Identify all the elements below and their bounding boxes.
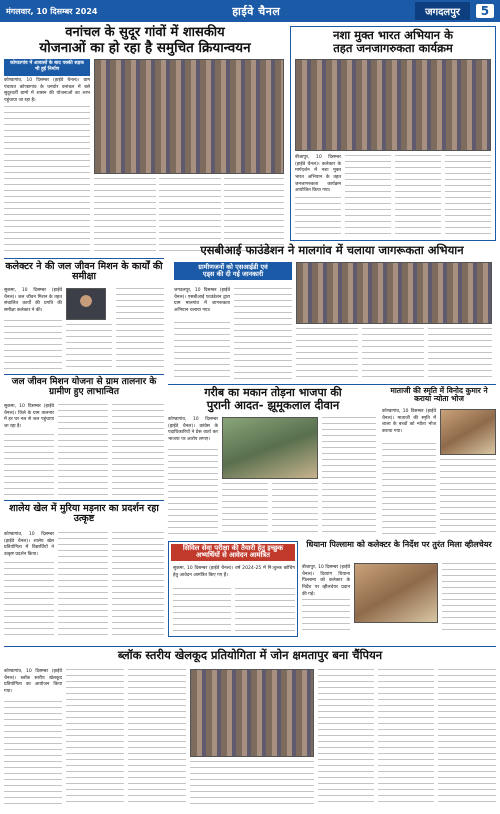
photo-collector: [66, 288, 106, 320]
text-block: [190, 761, 314, 807]
story-text: कोण्डागांव, 10 दिसम्बर (हाईवे चैनल)। शालेय खेल प्रतियोगिता में विद्यार्थियों ने उत्कृष्ट प्रदर्शन किया।: [4, 532, 54, 557]
story-text: बीजापुर, 10 दिसम्बर (हाईवे चैनल)। दिव्यांग धियाना पिल्लामा को कलेक्टर के निर्देश पर व्हीलचेयर प्रदान की गई।: [302, 565, 350, 597]
text-block: [234, 288, 292, 380]
story-civil-services: [168, 541, 298, 637]
story-nasha-mukt: [290, 26, 496, 241]
city-block: [415, 2, 494, 20]
text-block: [4, 106, 90, 256]
text-block: [428, 328, 492, 380]
headline-line1: गरीब का मकान तोड़ना भाजपा की: [204, 386, 342, 399]
text-block: [382, 443, 436, 537]
text-block: [174, 322, 230, 380]
photo-rally: [295, 59, 491, 151]
story-block-sports: [4, 649, 496, 811]
text-block: [296, 328, 358, 380]
paper-name: हाईवे चैनल: [232, 4, 281, 18]
text-block: [112, 404, 164, 496]
text-block: [272, 483, 318, 537]
photo-children-meal: [440, 409, 496, 455]
divider: [4, 500, 164, 501]
headline: जल जीवन मिशन योजना से ग्राम तालनार के ग्रामीण हुए लाभान्वित: [11, 377, 157, 397]
headline-line2: योजनाओं का हो रहा है समुचित क्रियान्वयन: [39, 40, 251, 57]
photo-wheelchair: [354, 563, 438, 623]
text-block: [4, 434, 54, 496]
story-talnar: [4, 378, 164, 498]
story-school-games: [4, 504, 164, 644]
divider: [4, 646, 496, 647]
text-block: [318, 669, 374, 807]
headline: कलेक्टर ने की जल जीवन मिशन के कार्यों की समीक्षा: [5, 261, 163, 283]
story-text: बीजापुर, 10 दिसम्बर (हाईवे चैनल)। कलेक्टर के मार्गदर्शन में नशा मुक्त भारत अभियान के तहत जनजागरुकता कार्यक्रम आयोजित किया गया।: [295, 155, 341, 194]
text-block: [302, 599, 350, 635]
photo-demolished-house: [222, 417, 318, 479]
story-wheelchair: [302, 541, 496, 637]
text-block: [4, 320, 62, 370]
kicker: कोण्डागांव में आवासों के बाद पक्की सड़क भी हुई निर्माण: [4, 59, 90, 76]
headline-line1: वनांचल के सुदूर गांवों में शासकीय: [65, 25, 225, 40]
text-block: [128, 669, 186, 807]
text-block: [168, 449, 218, 537]
headline: ब्लॉक स्तरीय खेलकूद प्रतियोगिता में जोन क्षमतापुर बना चैंपियन: [117, 648, 383, 662]
divider: [4, 258, 164, 259]
kicker-line2: एड्स की दी गई जानकारी: [202, 270, 264, 279]
story-sbi-foundation: [168, 242, 496, 382]
story-jal-jeevan-review: [4, 262, 164, 372]
headline: शालेय खेल में मुरिया मड़नार का प्रदर्शन रहा उत्कृष्ट: [9, 503, 159, 525]
text-block: [322, 417, 376, 537]
headline-line2: पुरानी आदत- झूमूकलाल दीवान: [206, 398, 340, 413]
text-block: [440, 459, 496, 537]
text-block: [94, 178, 156, 256]
story-text: सुकमा, 10 दिसम्बर (हाईवे चैनल)। वर्ष 2024-25 में नि:शुल्क कोचिंग हेतु आवेदन आमंत्रित किए गए हैं।: [173, 566, 295, 578]
page-number: 5: [476, 4, 494, 18]
text-block: [4, 701, 62, 807]
headline: माताजी की स्मृति में विनोद कुमार ने कराया न्योता भोज: [390, 386, 488, 404]
kicker-box: [174, 262, 292, 280]
story-text: जगदलपुर, 10 दिसम्बर (हाईवे चैनल)। एसबीआई फाउंडेशन द्वारा ग्राम मालगांव में जागरूकता अभियान चलाया गया।: [174, 288, 230, 313]
text-block: [345, 155, 391, 237]
photo-sbi-group: [296, 262, 492, 324]
divider: [4, 374, 164, 375]
text-block: [222, 483, 268, 537]
text-block: [58, 404, 108, 496]
story-nyota-bhoj: [382, 387, 496, 539]
text-block: [112, 532, 164, 638]
text-block: [116, 288, 164, 370]
photo-houses: [94, 59, 284, 174]
text-block: [4, 562, 54, 638]
text-block: [66, 324, 112, 370]
text-block: [445, 155, 491, 237]
text-block: [378, 669, 434, 807]
headline: सिविल सेवा परीक्षा की तैयारी हेतु इच्छुक अभ्यर्थियों से आवेदन आमंत्रित: [171, 544, 295, 561]
kicker-line1: ग्रामीणजनों को एसआईडी एवं: [198, 263, 268, 271]
headline-line2: तहत जनजागरुकता कार्यक्रम: [333, 40, 453, 55]
photo-sports-winners: [190, 669, 314, 757]
text-block: [58, 532, 108, 638]
story-text: कोण्डागांव, 10 दिसम्बर (हाईवे चैनल)। ब्लॉक स्तरीय खेलकूद प्रतियोगिता का आयोजन किया गया।: [4, 669, 62, 694]
text-block: [173, 588, 231, 634]
story-text: कोण्डागांव, 10 दिसम्बर (हाईवे चैनल)। कांग्रेस के पदाधिकारियों ने प्रेस वार्ता कर भाजपा पर आरोप लगाए।: [168, 417, 218, 442]
divider: [168, 384, 496, 385]
masthead-bar: [0, 0, 500, 22]
text-block: [295, 197, 341, 237]
story-text: कोण्डागांव, 10 दिसम्बर (हाईवे चैनल)। ग्राम पंचायत कोण्डागांव के घनघोर वनांचल में बसे सुदूरवर्ती ग्रामों में शासन की योजनाओं का लाभ पहुंचाया जा रहा है।: [4, 78, 90, 103]
story-text: सुकमा, 10 दिसम्बर (हाईवे चैनल)। जल जीवन मिशन के तहत संचालित कार्यों की प्रगति की समीक्षा कलेक्टर ने की।: [4, 288, 62, 313]
text-block: [66, 669, 124, 807]
story-bhajpa-house: [168, 387, 378, 539]
headline: धियाना पिल्लामा को कलेक्टर के निर्देश पर तुरंत मिला व्हीलचेयर: [306, 540, 492, 549]
text-block: [362, 328, 424, 380]
headline: एसबीआई फाउंडेशन ने मालगांव में चलाया जागरूकता अभियान: [200, 243, 464, 257]
text-block: [442, 563, 496, 635]
edition-city: जगदलपुर: [415, 2, 470, 20]
story-text: कोण्डागांव, 10 दिसम्बर (हाईवे चैनल)। माताजी की स्मृति में शाला के बच्चों को न्योता भोज कराया गया।: [382, 409, 436, 434]
text-block: [395, 155, 441, 237]
issue-date: मंगलवार, 10 दिसम्बर 2024: [6, 6, 98, 16]
text-block: [438, 669, 496, 807]
text-block: [235, 588, 295, 634]
story-rural-schemes: [4, 26, 286, 258]
story-text: सुकमा, 10 दिसम्बर (हाईवे चैनल)। जिले के ग्राम तालनार में हर घर नल से जल पहुंचाया जा रहा है।: [4, 404, 54, 429]
headline-line1: नशा मुक्त भारत अभियान के: [333, 28, 453, 42]
